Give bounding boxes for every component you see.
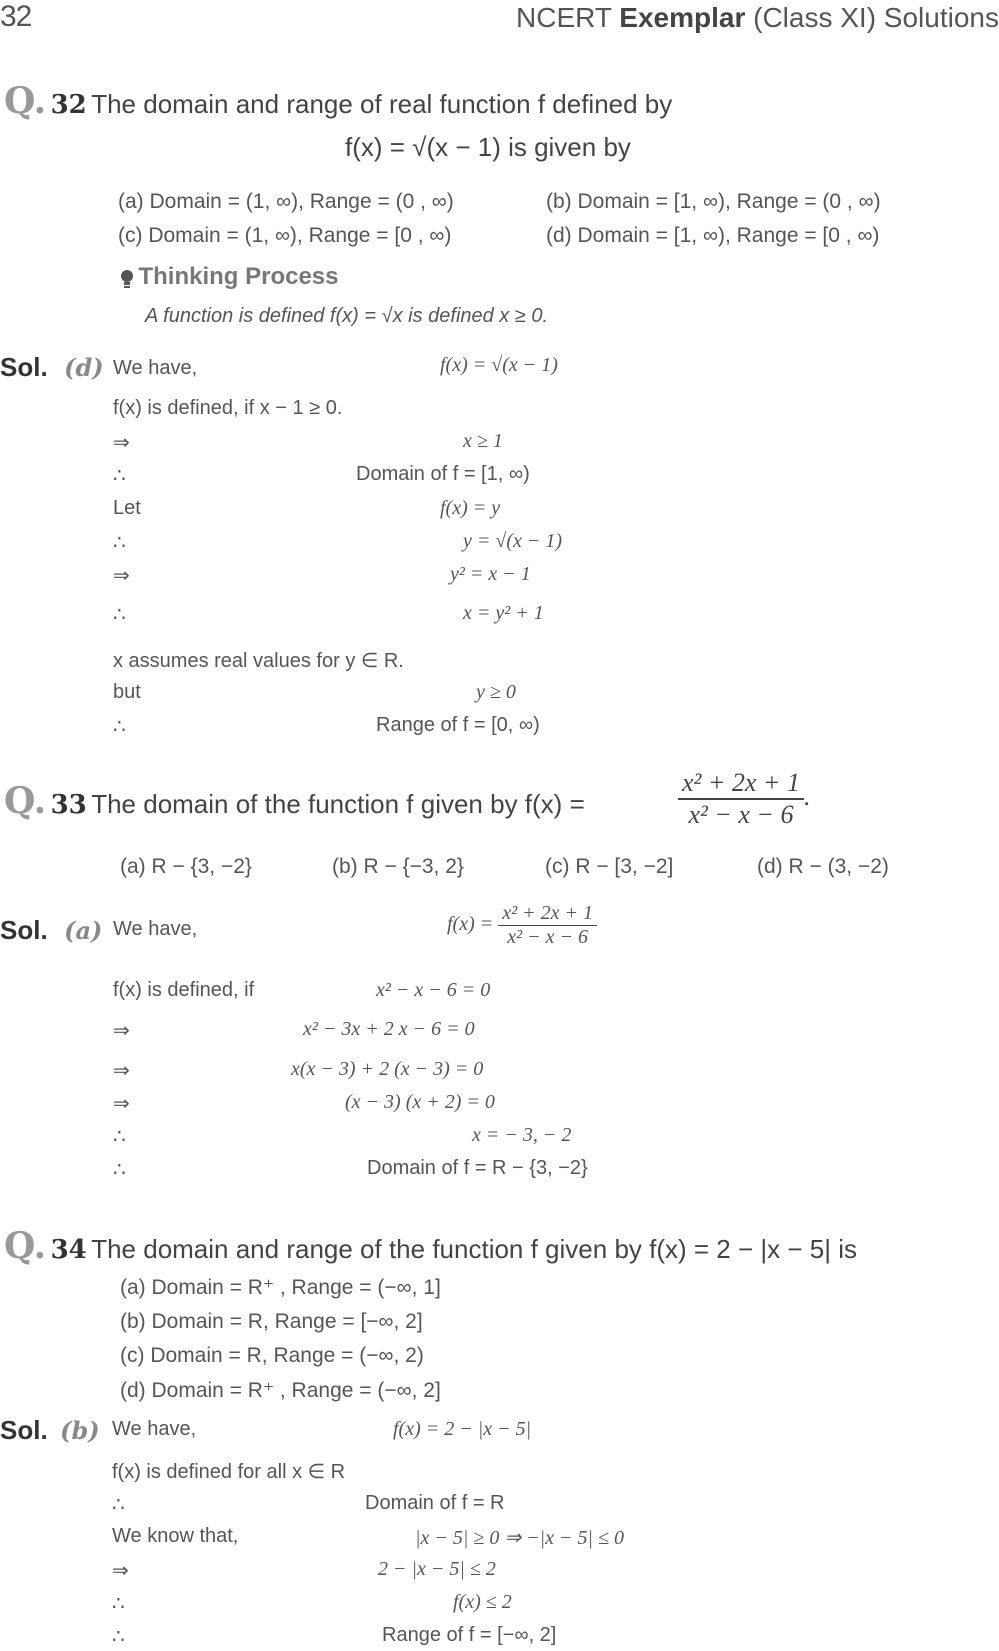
question-32-heading [4,80,672,122]
step-left: We have, [113,918,198,940]
step-right: x = y² + 1 [463,602,544,624]
step-right: y ≥ 0 [476,681,516,703]
sol-label: Sol. [0,915,48,945]
question-marker: Q. [4,1225,47,1267]
option-b: (b) R − {−3, 2} [332,855,464,878]
sol-label: Sol. [0,1415,48,1445]
question-33-heading [4,780,585,822]
step-left: ⇒ [113,1093,130,1115]
step-left: but [113,681,141,703]
step-right: f(x) = y [440,497,501,519]
step-left: f(x) is defined for all x ∈ R [112,1461,346,1483]
question-number: 32 [50,90,87,120]
step-left: ∴ [112,1494,125,1516]
fraction-denominator: x² − x − 6 [688,800,794,829]
step-left: ⇒ [112,1560,129,1582]
option-d: (d) R − (3, −2) [757,855,889,878]
option-b: (b) Domain = R, Range = [−∞, 2] [120,1310,423,1333]
page-number: 32 [0,0,32,33]
step-right: Domain of f = R − {3, −2} [367,1157,588,1179]
question-34-heading [4,1225,857,1267]
step-right: Range of f = [0, ∞) [376,714,540,736]
step-right: 2 − |x − 5| ≤ 2 [378,1558,496,1580]
step-left: Let [113,497,141,519]
step-right: Domain of f = R [365,1492,505,1514]
thinking-process-text: A function is defined f(x) = √x is defined x ≥ 0. [145,305,549,327]
step-left: ⇒ [113,1060,130,1082]
step-left: ∴ [112,1593,125,1615]
step-left: f(x) is defined, if [113,979,255,1001]
step-right: f(x) ≤ 2 [453,1591,512,1613]
question-marker: Q. [4,80,47,122]
step-left: ∴ [113,1159,126,1181]
book-bold: Exemplar [619,2,746,33]
sol-answer: (d) [64,353,104,382]
sol-answer: (b) [60,1416,100,1445]
step-right: y = √(x − 1) [463,530,563,552]
step-left: We know that, [112,1525,239,1547]
option-a: (a) Domain = (1, ∞), Range = (0 , ∞) [118,190,454,213]
option-c: (c) R − [3, −2] [545,855,674,878]
option-a: (a) R − {3, −2} [120,855,252,878]
solution-32-label [0,352,104,383]
thinking-process-title: Thinking Process [138,263,339,290]
question-number: 34 [50,1235,87,1265]
step-right: x² − x − 6 = 0 [376,979,491,1001]
book-prefix: NCERT [516,2,612,33]
fraction-denominator: x² − x − 6 [507,926,588,948]
solution-33-label [0,915,102,946]
step-left: x assumes real values for y ∈ R. [113,650,404,672]
step-left: ∴ [112,1626,125,1648]
sol-answer: (a) [64,916,103,945]
option-b: (b) Domain = [1, ∞), Range = (0 , ∞) [546,190,881,213]
book-title [516,2,999,34]
thinking-process-heading [120,263,339,291]
step-left: ⇒ [113,565,130,587]
question-number: 33 [50,790,87,820]
step-left: ∴ [113,604,126,626]
fraction-numerator: x² + 2x + 1 [678,768,804,800]
step-left: ∴ [113,465,126,487]
step-right-fraction [447,902,597,949]
option-d: (d) Domain = [1, ∞), Range = [0 , ∞) [546,224,880,247]
step-left: We have, [113,357,198,379]
step-right: f(x) = 2 − |x − 5| [393,1418,532,1440]
step-left: ∴ [113,1126,126,1148]
step-left: ∴ [113,532,126,554]
step-left: We have, [112,1418,197,1440]
step-left: ⇒ [113,432,130,454]
step-right: (x − 3) (x + 2) = 0 [345,1091,495,1113]
step-right: Domain of f = [1, ∞) [356,463,530,485]
fraction-lhs: f(x) = [447,913,494,936]
option-a: (a) Domain = R⁺ , Range = (−∞, 1] [120,1276,441,1299]
solution-34-label [0,1415,100,1446]
question-text: The domain and range of the function f given by f(x) = 2 − |x − 5| is [91,1234,857,1264]
question-fraction: $\frac{\text{x² + 2x + 1}}{\text{x² − x − 6}}$ . [678,768,810,830]
fraction-numerator: x² + 2x + 1 [498,902,597,926]
step-right: f(x) = √(x − 1) [440,354,558,376]
question-marker: Q. [4,780,47,822]
question-formula: f(x) = √(x − 1) is given by [345,132,631,162]
book-suffix: (Class XI) Solutions [753,2,999,33]
step-left: ⇒ [113,1020,130,1042]
step-right: x(x − 3) + 2 (x − 3) = 0 [291,1058,484,1080]
option-c: (c) Domain = R, Range = (−∞, 2) [120,1344,424,1367]
option-d: (d) Domain = R⁺ , Range = (−∞, 2] [120,1379,441,1402]
step-left: ∴ [113,716,126,738]
step-right: x = − 3, − 2 [472,1124,572,1146]
lightbulb-icon [120,269,134,291]
question-text: The domain of the function f given by f(x) = [91,789,585,819]
step-right: x ≥ 1 [463,430,503,452]
step-right: x² − 3x + 2 x − 6 = 0 [303,1018,475,1040]
step-right: Range of f = [−∞, 2] [382,1624,557,1646]
step-right: |x − 5| ≥ 0 ⇒ −|x − 5| ≤ 0 [415,1527,624,1549]
option-c: (c) Domain = (1, ∞), Range = [0 , ∞) [118,224,452,247]
question-text: The domain and range of real function f defined by [91,89,673,119]
sol-label: Sol. [0,352,48,382]
step-right: y² = x − 1 [450,563,531,585]
step-left: f(x) is defined, if x − 1 ≥ 0. [113,397,343,419]
